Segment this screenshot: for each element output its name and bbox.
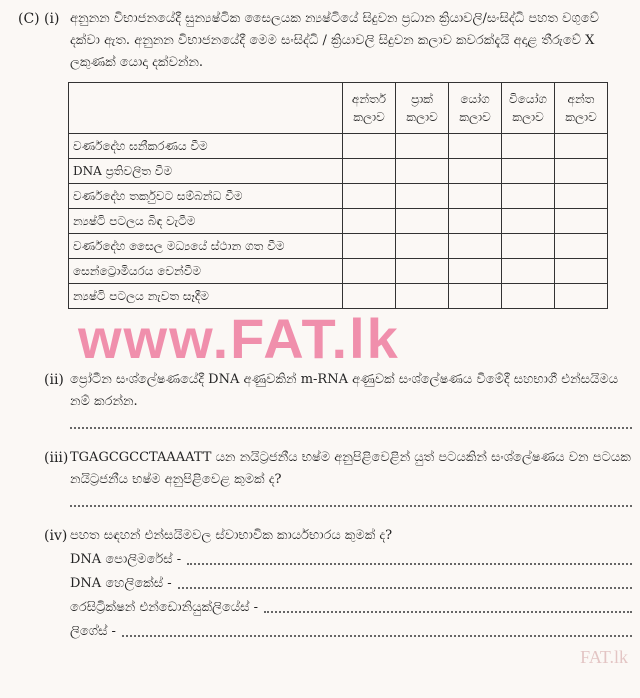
enzyme-answer-line[interactable] (264, 611, 632, 613)
part-iii-number: (iii) (44, 450, 69, 466)
part-iv (18, 525, 632, 547)
table-row (69, 184, 608, 209)
answer-line-ii[interactable] (70, 427, 632, 429)
answer-cell[interactable] (343, 259, 396, 284)
row-label: න්‍යෂ්ටි පටලය බිඳ වැටීම (69, 209, 343, 234)
answer-cell[interactable] (502, 234, 555, 259)
question-label: (C) (18, 11, 40, 27)
answer-cell[interactable] (396, 159, 449, 184)
answer-cell[interactable] (449, 234, 502, 259)
answer-cell[interactable] (555, 209, 608, 234)
answer-cell[interactable] (343, 134, 396, 159)
row-label: වර්ණදේහ තර්කුවට සම්බන්ධ වීම (69, 184, 343, 209)
part-ii (18, 369, 632, 413)
answer-cell[interactable] (449, 259, 502, 284)
part-i-number: (i) (44, 11, 60, 27)
enzyme-label: DNA පොලිමරේස් - (70, 552, 182, 567)
header-prophase: ප්‍රාක් කලාව (396, 83, 449, 134)
answer-cell[interactable] (502, 184, 555, 209)
answer-cell[interactable] (502, 209, 555, 234)
answer-cell[interactable] (343, 284, 396, 309)
table-row (69, 134, 608, 159)
table-row (69, 284, 608, 309)
part-i (18, 8, 632, 74)
row-label: වර්ණදේහ ඝනීකරණය වීම (69, 134, 343, 159)
header-interphase: අන්තර් කලාව (343, 83, 396, 134)
answer-cell[interactable] (555, 159, 608, 184)
row-label: සෙන්ට්‍රොමියරය වෙන්වීම (69, 259, 343, 284)
answer-cell[interactable] (343, 209, 396, 234)
row-label: වර්ණදේහ සෛල මධ්‍යයේ ස්ථාන ගත වීම (69, 234, 343, 259)
answer-cell[interactable] (449, 209, 502, 234)
table-header-blank (69, 83, 343, 134)
enzyme-label: ලිගේස් - (70, 624, 116, 639)
answer-cell[interactable] (502, 284, 555, 309)
watermark: www.FAT.lk (78, 307, 400, 370)
part-iii-text: TGAGCGCCTAAAATT යන නයිට්‍රජනීය භෂ්ම අනුපිළිවෙළින් යුත් පටයකින් සංශ්ලේෂණය වන පටයක නයිට්‍රජනීය භෂ්ම අනුපිළිවෙළ කුමක් ද? (70, 450, 631, 487)
table-row (69, 209, 608, 234)
part-ii-number: (ii) (44, 372, 64, 388)
answer-cell[interactable] (343, 184, 396, 209)
part-iv-number: (iv) (44, 528, 68, 544)
answer-cell[interactable] (396, 284, 449, 309)
enzyme-row (70, 595, 632, 619)
header-telophase: අන්ත කලාව (555, 83, 608, 134)
enzyme-row (70, 547, 632, 571)
answer-cell[interactable] (396, 134, 449, 159)
header-metaphase: යෝග කලාව (449, 83, 502, 134)
answer-cell[interactable] (449, 284, 502, 309)
table-row (69, 259, 608, 284)
answer-cell[interactable] (555, 259, 608, 284)
answer-cell[interactable] (555, 284, 608, 309)
enzyme-answer-line[interactable] (187, 563, 632, 565)
answer-cell[interactable] (555, 134, 608, 159)
answer-cell[interactable] (449, 134, 502, 159)
enzyme-row (70, 571, 632, 595)
answer-cell[interactable] (396, 259, 449, 284)
table-row (69, 234, 608, 259)
row-label: DNA ප්‍රතිවලිත වීම (69, 159, 343, 184)
enzyme-label: DNA හෙලිකේස් - (70, 576, 172, 591)
enzyme-list (18, 547, 632, 643)
row-label: න්‍යෂ්ටි පටලය නැවත සෑදීම (69, 284, 343, 309)
enzyme-row (70, 619, 632, 643)
part-i-text: අනුනන විභාජනයේදී සුන්‍යෂ්ටික සෛලයක න්‍යෂ්ටියේ සිදුවන ප්‍රධාන ක්‍රියාවලි/සංසිද්ධි පහත වගුවේ දක්වා ඇත. අනුනන විභාජනයේදී මෙම සංසිද්ධි / ක්‍රියාවලි සිදුවන කලාව කවරක්දැයි අදාළ තීරුවේ X ලකුණක් යොදා දක්වන්න. (70, 11, 599, 70)
answer-cell[interactable] (449, 159, 502, 184)
part-ii-text: ප්‍රෝටීන සංශ්ලේෂණයේදී DNA අණුවකින් m-RNA අණුවක් සංශ්ලේෂණය වීමේදී සහභාගී එන්සයිමය නම් කරන්න. (70, 372, 619, 409)
phase-table (68, 82, 608, 309)
table-header-row (69, 83, 608, 134)
answer-cell[interactable] (343, 159, 396, 184)
part-iv-text: පහත සඳහන් එන්සයිමවල ස්වාභාවික කාර්යභාරය කුමක් ද? (70, 528, 393, 543)
enzyme-answer-line[interactable] (178, 587, 632, 589)
answer-cell[interactable] (555, 234, 608, 259)
enzyme-answer-line[interactable] (122, 635, 632, 637)
answer-cell[interactable] (343, 234, 396, 259)
table-row (69, 159, 608, 184)
answer-cell[interactable] (396, 209, 449, 234)
answer-cell[interactable] (502, 259, 555, 284)
answer-cell[interactable] (502, 159, 555, 184)
enzyme-label: රෙසිට්‍රික්ෂන් එන්ඩොනියුක්ලියේස් - (70, 600, 259, 615)
part-iii (18, 447, 632, 491)
answer-cell[interactable] (449, 184, 502, 209)
header-anaphase: වියෝග කලාව (502, 83, 555, 134)
answer-cell[interactable] (396, 184, 449, 209)
answer-cell[interactable] (396, 234, 449, 259)
answer-cell[interactable] (502, 134, 555, 159)
answer-line-iii[interactable] (70, 505, 632, 507)
phase-table-wrap (68, 82, 632, 309)
corner-watermark: FAT.lk (580, 647, 628, 667)
answer-cell[interactable] (555, 184, 608, 209)
